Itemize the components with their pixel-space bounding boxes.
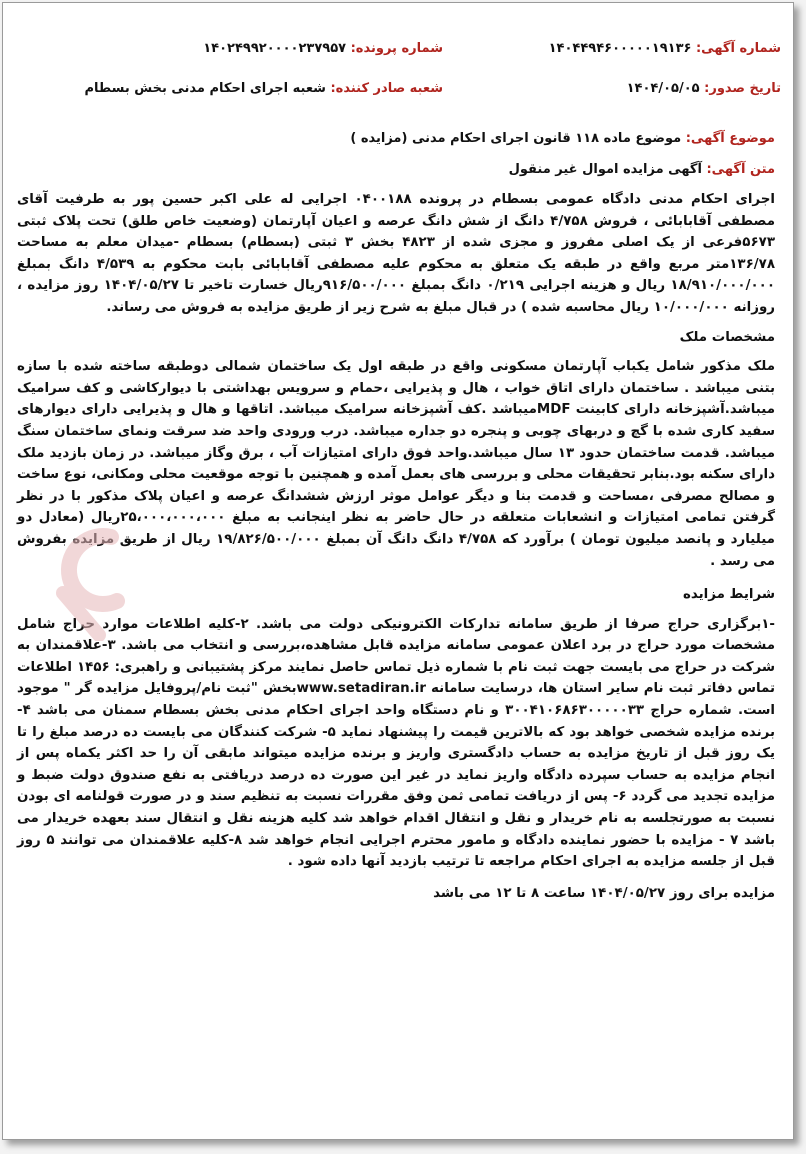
auction-date-line: مزایده برای روز ۱۴۰۴/۰۵/۲۷ ساعت ۸ تا ۱۲ می باشد [433, 885, 775, 901]
property-text-mdf: MDF [536, 402, 571, 418]
property-text-part1: ملک مذکور شامل یکباب آپارتمان مسکونی واقع در طبقه اول یک ساختمان شمالی دوطبقه ساخته شده با سازه بتنی میباشد . ساختمان دارای اتاق خواب ، هال و پذیرایی ،حمام و سرویس بهداشتی با دیوارکاشی و کف سرامیک میباشد.آشپزخانه دارای کابینت [17, 359, 776, 418]
issue-date-value: ۱۴۰۴/۰۵/۰۵ [626, 81, 700, 96]
subject-row [17, 131, 775, 146]
ad-text-row [17, 162, 775, 177]
property-paragraph [17, 356, 775, 572]
issuer-label: شعبه صادر کننده: [330, 81, 443, 96]
issue-date [627, 81, 781, 96]
case-number-label: شماره پرونده: [350, 41, 443, 56]
case-number [203, 41, 443, 56]
ad-text-value: آگهی مزایده اموال غیر منقول [508, 162, 702, 177]
notice-page [2, 2, 794, 1140]
property-text-part2: میباشد .کف آشپزخانه سرامیک میباشد. اتاقها و هال و پذیرایی دارای دیوارهای سفید کاری شده با گچ و دربهای چوبی و پنجره دو جداره میباشد. درب ورودی واحد ضد سرقت ونمای ساختمان سنگ میباشد. قدمت ساختمان حدود ۱۳ سال میباشد.واحد فوق دارای امتیازات آب ، برق وگاز میباشد. در زمان بازدید ملک دارای سکنه بود.بنابر تحقیقات محلی و بررسی های بعمل آمده و همچنین با توجه موقعیت محلی ومکانی، نوع ساخت و مصالح مصرفی ،مساحت و قدمت بنا و دیگر عوامل موثر ارزش ششدانگ عرصه و اعیان پلاک مذکور با در نظر گرفتن تمامی امتیازات و انشعابات متعلقه در حال حاضر به نظر اینجانب به مبلغ ۲۵،۰۰۰،۰۰۰،۰۰۰ریال (معادل دو میلیارد و پانصد میلیون تومان ) برآورد که ۴/۷۵۸ دانگ دانگ آن بمبلغ ۱۹/۸۲۶/۵۰۰/۰۰۰ ریال از طریق مزایده بفروش می رسد . [17, 402, 776, 569]
subject-value: موضوع ماده ۱۱۸ قانون اجرای احکام مدنی (مزایده ) [350, 131, 682, 146]
setadiran-website-link[interactable]: www.setadiran.ir [296, 681, 426, 697]
notice-body [3, 131, 793, 904]
property-heading: مشخصات ملک [679, 329, 775, 345]
ad-text-label: متن آگهی: [706, 162, 775, 177]
ad-number-value: ۱۴۰۴۴۹۴۶۰۰۰۰۰۱۹۱۳۶ [548, 41, 692, 56]
conditions-paragraph [17, 614, 775, 873]
conditions-text-part1: -۱برگزاری حراج صرفا از طریق سامانه تدارکات الکترونیکی دولت می باشد. ۲-کلیه اطلاعات موارد حراج شامل مشخصات مورد حراج در برد اعلان عمومی سامانه مزایده قابل مشاهده،بررسی و انتخاب می باشد. ۳-علاقمندان به شرکت در حراج می بایست جهت ثبت نام با شماره ذیل تماس حاصل نمایند مرکز پشتیبانی و راهبری: ۱۴۵۶ اطلاعات تماس دفاتر ثبت نام سایر استان ها، درسایت سامانه [17, 616, 775, 697]
issue-date-label: تاریخ صدور: [704, 81, 781, 96]
case-number-value: ۱۴۰۲۴۹۹۲۰۰۰۰۲۳۷۹۵۷ [203, 41, 347, 56]
issuer-value: شعبه اجرای احکام مدنی بخش بسطام [84, 81, 326, 96]
watermark-logo-icon [41, 523, 129, 641]
issuer [85, 81, 443, 96]
conditions-text-part2: بخش "ثبت نام/پروفایل مزایده گر " موجود است. شماره حراج ۳۰۰۴۱۰۶۸۶۳۰۰۰۰۰۳۳ و نام دستگاه واحد اجرای احکام مدنی بخش بسطام سمنان می باشد ۴- برنده مزایده شخصی خواهد بود که بالاترین قیمت را پیشنهاد نماید ۵- شرکت کنندگان می بایست ده درصد مبلغ را تا یک روز قبل از تاریخ مزایده به حساب دادگستری واریز و برنده مزایده میتواند مابقی آن را حد اکثر یکماه پس از انجام مزایده به حساب سپرده دادگاه واریز نماید در غیر این صورت ده درصد دریافتی به نفع صندوق دولت ضبط و مزایده تجدید می گردد ۶- پس از دریافت تمامی ثمن وفق مقررات نسبت به تنظیم سند و در صورت قولنامه ای بودن نسبت به صورتجلسه به نام خریدار و نقل و انتقال اقدام خواهد شد کلیه هزینه نقل و انتقال سند بعهده خریدار می باشد ۷ - مزایده با حضور نماینده دادگاه و مامور محترم اجرایی انجام خواهد شد ۸-کلیه علاقمندان می توانند ۵ روز قبل از جلسه مزایده به اجرای احکام مراجعه تا ترتیب بازدید آنها داده شود . [17, 681, 776, 870]
ad-number [549, 41, 781, 56]
intro-paragraph: اجرای احکام مدنی دادگاه عمومی بسطام در پرونده ۰۴۰۰۱۸۸ اجرایی له علی اکبر حسین پور به طرفیت آقای مصطفی آقابابائی ، فروش ۴/۷۵۸ دانگ از شش دانگ عرصه و اعیان آپارتمان (وضعیت خاص طلق) تحت پلاک ثبتی ۵۶۷۳فرعی از یک اصلی مفروز و مجزی شده از ۴۸۲۳ بخش ۳ ثبتی (بسطام) بسطام -میدان معلم به مساحت ۱۳۶/۷۸متر مربع واقع در طبقه یک متعلق به محکوم علیه مصطفی آقابابائی بابت محکوم به ۴/۵۳۹ دانگ بمبلغ ۱۸/۹۱۰/۰۰۰/۰۰۰ ریال و هزینه اجرایی ۰/۲۱۹ دانگ بمبلغ ۹۱۶/۵۰۰/۰۰۰ریال خسارت تاخیر تا ۱۴۰۴/۰۵/۲۷ روز مزایده ، روزانه ۱۰/۰۰۰/۰۰۰ ریال محاسبه شده ) در قبال مبلغ به شرح زیر از طریق مزایده به فروش می رساند. [17, 192, 776, 315]
conditions-heading: شرایط مزایده [683, 587, 775, 603]
subject-label: موضوع آگهی: [685, 131, 775, 146]
ad-number-label: شماره آگهی: [695, 41, 781, 56]
notice-header [3, 3, 793, 103]
